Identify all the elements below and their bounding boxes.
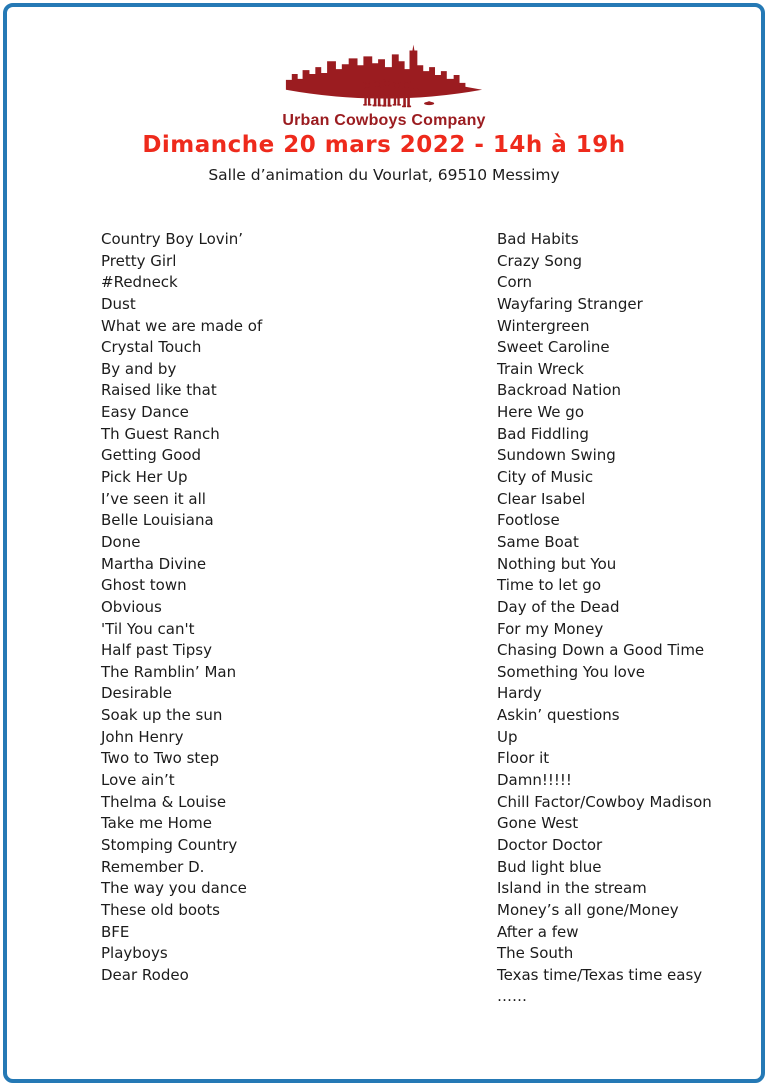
playlist-column-right xyxy=(497,229,712,1008)
song-item: Damn!!!!! xyxy=(497,771,572,790)
song-item: Bad Habits xyxy=(497,230,579,248)
song-item: Island in the stream xyxy=(497,879,647,898)
song-item: Backroad Nation xyxy=(497,381,622,400)
song-item: Crystal Touch xyxy=(101,338,202,357)
event-title: Dimanche 20 mars 2022 - 14h à 19h xyxy=(142,132,626,158)
song-item: Same Boat xyxy=(497,532,579,551)
song-item: Playboys xyxy=(101,944,168,963)
song-item: The Ramblin’ Man xyxy=(101,662,237,681)
song-item: Pick Her Up xyxy=(101,468,188,487)
song-item: …… xyxy=(497,987,527,1006)
song-item: Time to let go xyxy=(497,576,602,595)
song-item: Clear Isabel xyxy=(497,489,586,508)
song-item: City of Music xyxy=(497,468,594,487)
song-item: Wayfaring Stranger xyxy=(497,294,643,313)
song-item: Done xyxy=(101,532,141,551)
song-item: Nothing but You xyxy=(497,554,617,573)
city-skyline-cowboys-icon xyxy=(281,40,487,110)
song-item: Corn xyxy=(497,273,533,292)
song-item: Ghost town xyxy=(101,576,187,595)
song-item: Remember D. xyxy=(101,857,205,876)
song-item: Easy Dance xyxy=(101,403,189,422)
song-item: These old boots xyxy=(101,900,220,919)
song-item: Askin’ questions xyxy=(497,706,620,725)
song-item: Hardy xyxy=(497,684,542,703)
song-item: Raised like that xyxy=(101,381,217,400)
song-item: Gone West xyxy=(497,814,579,833)
song-item: Thelma & Louise xyxy=(101,792,227,811)
song-item: What we are made of xyxy=(101,316,263,335)
song-item: Money’s all gone/Money xyxy=(497,900,679,919)
song-item: Chill Factor/Cowboy Madison xyxy=(497,792,712,811)
song-item: Bad Fiddling xyxy=(497,424,589,443)
company-logo xyxy=(0,40,768,130)
song-item: The way you dance xyxy=(101,879,247,898)
event-venue: Salle d’animation du Vourlat, 69510 Messimy xyxy=(208,166,560,184)
song-item: Soak up the sun xyxy=(101,706,223,725)
song-item: Texas time/Texas time easy xyxy=(497,965,703,984)
song-item: Take me Home xyxy=(101,814,212,833)
song-item: Th Guest Ranch xyxy=(101,424,220,443)
song-item: Sweet Caroline xyxy=(497,338,610,357)
song-item: 'Til You can't xyxy=(101,619,195,638)
song-item: Desirable xyxy=(101,684,173,703)
song-item: The South xyxy=(497,944,574,963)
song-item: Country Boy Lovin’ xyxy=(101,230,244,248)
song-item: Wintergreen xyxy=(497,316,590,335)
song-item: Obvious xyxy=(101,597,162,616)
song-item: Martha Divine xyxy=(101,554,207,573)
song-item: Crazy Song xyxy=(497,251,583,270)
song-item: By and by xyxy=(101,359,177,378)
song-item: Getting Good xyxy=(101,446,202,465)
song-item: Day of the Dead xyxy=(497,597,620,616)
song-item: Here We go xyxy=(497,403,584,422)
song-item: Half past Tipsy xyxy=(101,641,212,660)
company-name: Urban Cowboys Company xyxy=(282,112,486,129)
song-item: Sundown Swing xyxy=(497,446,616,465)
playlist-column-left xyxy=(101,229,262,986)
song-item: Stomping Country xyxy=(101,835,238,854)
song-item: Up xyxy=(497,727,518,746)
song-item: Pretty Girl xyxy=(101,251,177,270)
song-item: Dust xyxy=(101,294,136,313)
song-item: Chasing Down a Good Time xyxy=(497,641,705,660)
song-item: BFE xyxy=(101,922,130,941)
song-item: Doctor Doctor xyxy=(497,835,603,854)
song-item: John Henry xyxy=(101,727,184,746)
song-item: Two to Two step xyxy=(101,749,220,768)
song-item: For my Money xyxy=(497,619,604,638)
song-item: After a few xyxy=(497,922,579,941)
song-item: #Redneck xyxy=(101,273,178,292)
song-item: Footlose xyxy=(497,511,560,530)
song-item: Love ain’t xyxy=(101,771,175,790)
song-item: Train Wreck xyxy=(497,359,584,378)
song-item: Belle Louisiana xyxy=(101,511,214,530)
song-item: Dear Rodeo xyxy=(101,965,189,984)
song-item: Something You love xyxy=(497,662,645,681)
song-item: Bud light blue xyxy=(497,857,602,876)
song-item: I’ve seen it all xyxy=(101,489,206,508)
song-item: Floor it xyxy=(497,749,550,768)
